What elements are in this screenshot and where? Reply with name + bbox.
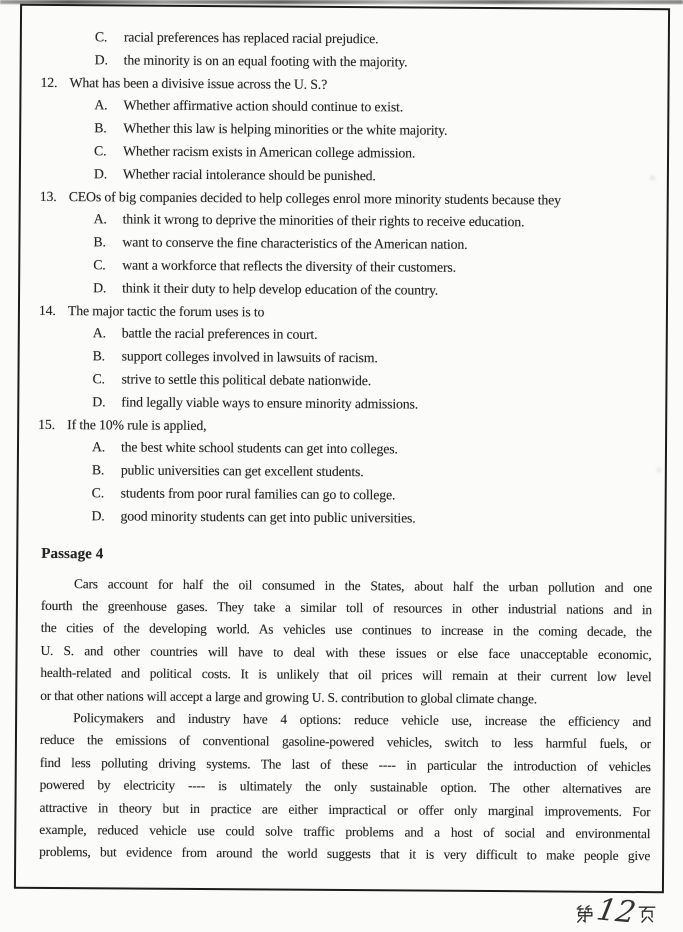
option-letter: A. [94, 97, 108, 113]
option-letter: D. [91, 507, 105, 524]
option-text: support colleges involved in lawsuits of racism. [121, 348, 378, 366]
question-stem: The major tactic the forum uses is to [67, 302, 265, 320]
option-text: think it their duty to help develop education of the country. [122, 280, 439, 298]
passage-line: or that other nations will accept a large and growing U. S. contribution to global climate change. [40, 687, 537, 706]
option-text: public universities can get excellent students. [120, 462, 364, 480]
question-number: 12. [40, 74, 58, 90]
option-letter: C. [94, 29, 108, 45]
option-text: the minority is on an equal footing with the majority. [123, 52, 408, 70]
passage-line: find less polluting driving systems. The last of these ---- in particular the introduction of vehicles [39, 754, 651, 774]
passage-line: problems, but evidence from around the world suggests that it is very difficult to make people give [39, 844, 651, 864]
exam-question-15 [37, 413, 655, 531]
option-letter: C. [94, 143, 107, 159]
di-character-icon [575, 903, 595, 924]
passage-line: Policymakers and industry have 4 options: reduce vehicle use, increase the efficiency and [73, 710, 652, 730]
passage-line: powered by electricity ---- is ultimately the only sustainable option. The other alternatives are [39, 777, 651, 797]
option-letter: B. [92, 348, 106, 364]
passage-line: reduce the emissions of conventional gasoline-powered vehicles, switch to less harmful fuels, or [39, 732, 651, 752]
option-row [37, 505, 654, 532]
question-stem: If the 10% rule is applied, [67, 416, 207, 433]
exam-question-12 [40, 71, 658, 189]
passage-paragraph-2 [39, 707, 651, 868]
option-text: want a workforce that reflects the diversity of their customers. [122, 257, 456, 275]
option-text: Whether racial intolerance should be punished. [122, 166, 376, 184]
option-letter: C. [93, 257, 106, 273]
option-text: Whether affirmative action should continue to exist. [123, 97, 404, 115]
option-letter: B. [93, 234, 106, 250]
option-text: good minority students can get into public universities. [120, 508, 416, 526]
option-text: racial preferences has replaced racial prejudice. [123, 29, 379, 47]
page-content [16, 6, 668, 868]
option-letter: B. [94, 120, 107, 136]
passage-line: attractive in theory but in practice are either impractical or offer only marginal improvements. For [39, 799, 651, 819]
page-footer [575, 892, 657, 931]
question-number: 13. [39, 188, 57, 204]
passage-line: U. S. and other countries will have to deal with these issues or else face unacceptable economic, [40, 642, 652, 662]
option-text: strive to settle this political debate nationwide. [121, 371, 372, 389]
passage-line: health-related and political costs. It is unlikely that oil prices will remain at their current low level [40, 665, 652, 685]
question-number: 14. [38, 302, 56, 318]
option-letter: A. [93, 211, 107, 227]
page-border-frame [14, 4, 670, 894]
questions-section [37, 26, 657, 532]
option-text: students from poor rural families can go to college. [120, 485, 396, 503]
option-text: Whether this law is helping minorities or the white majority. [123, 120, 448, 138]
option-letter: C. [91, 485, 105, 501]
passage-line: the cities of the developing world. As vehicles use continues to increase in the coming decade, the [40, 620, 652, 640]
question-stem: CEOs of big companies decided to help colleges enrol more minority students because they [68, 188, 561, 208]
page-number: 12 [593, 892, 639, 931]
option-text: want to conserve the fine characteristics of the American nation. [122, 234, 468, 253]
passage-line: example, reduced vehicle use could solve traffic problems and a host of social and environmental [39, 821, 651, 842]
option-letter: D. [92, 394, 106, 410]
option-text: the best white school students can get into colleges. [120, 439, 398, 457]
passage-heading: Passage 4 [41, 545, 104, 562]
exam-question-14 [38, 299, 656, 417]
option-letter: D. [94, 52, 108, 68]
option-letter: D. [93, 280, 107, 296]
option-text: Whether racism exists in American college admission. [123, 143, 416, 161]
option-letter: D. [93, 166, 108, 182]
ye-character-icon [637, 903, 657, 924]
passage-section [39, 542, 652, 868]
option-text: battle the racial preferences in court. [121, 325, 318, 343]
question-stem: What has been a divisive issue across the U. S.? [69, 74, 328, 92]
option-letter: C. [92, 371, 105, 387]
option-letter: A. [92, 325, 106, 341]
question-number: 15. [38, 416, 56, 432]
option-letter: A. [91, 439, 106, 455]
option-text: find legally viable ways to ensure minority admissions. [121, 394, 419, 412]
exam-question-13 [39, 185, 657, 303]
option-text: think it wrong to deprive the minorities of their rights to receive education. [122, 211, 525, 230]
passage-line: Cars account for half the oil consumed in the States, about half the urban pollution and one [74, 575, 653, 595]
passage-line: fourth the greenhouse gases. They take a similar toll of resources in other industrial nations and in [40, 597, 652, 618]
passage-paragraph-1 [40, 572, 652, 711]
option-letter: B. [91, 462, 105, 478]
